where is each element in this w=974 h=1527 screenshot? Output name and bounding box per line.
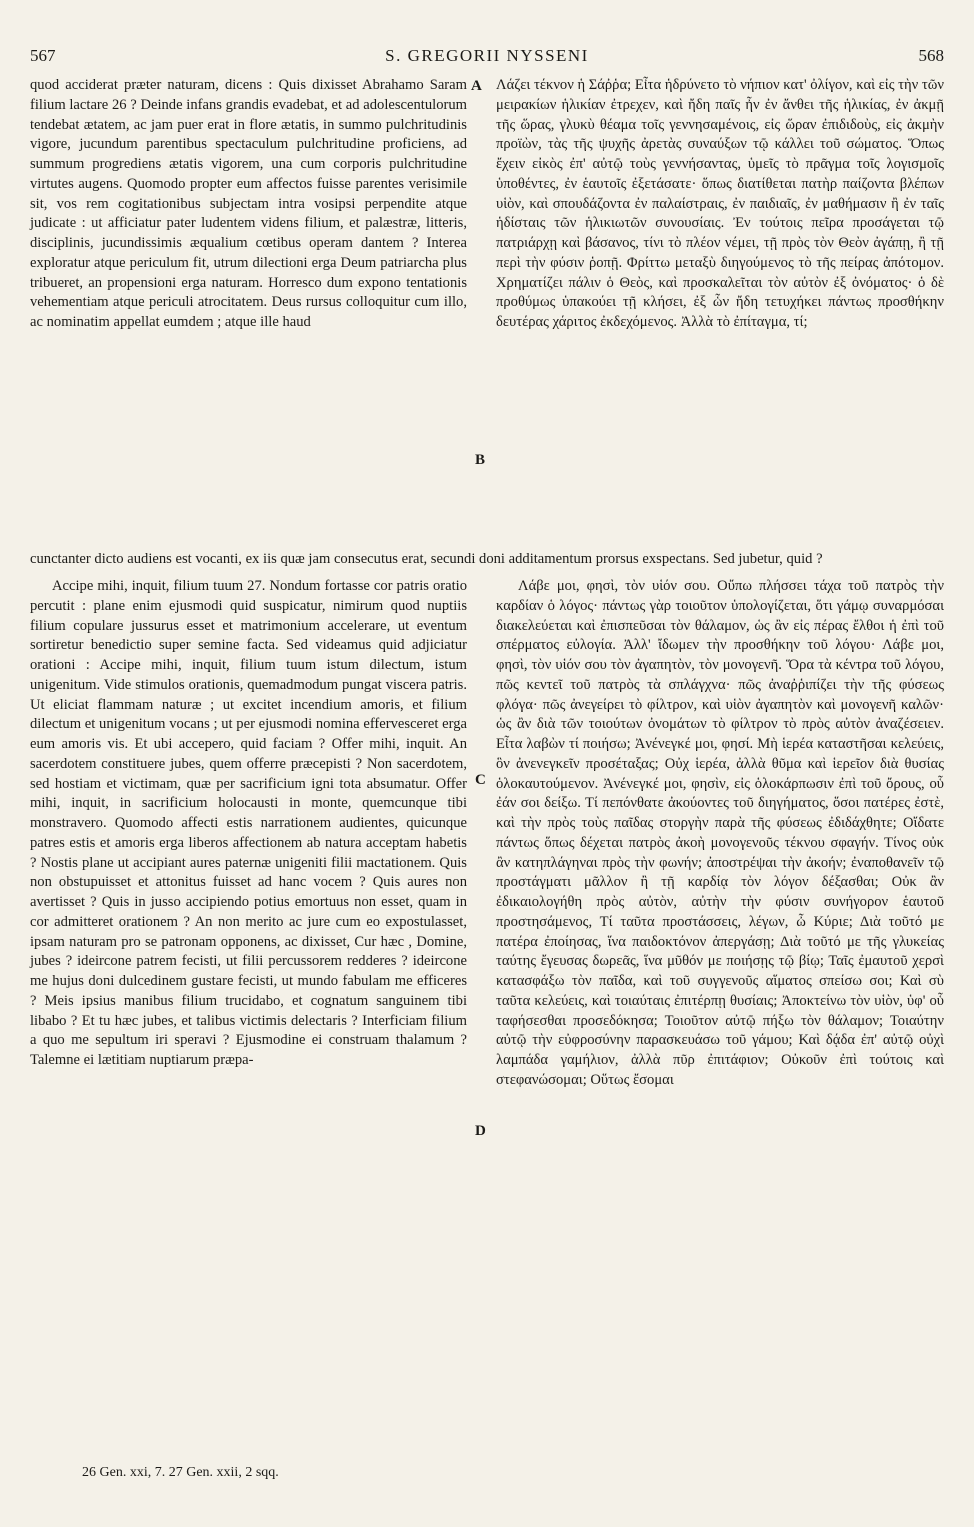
latin-text-top: quod acciderat præter naturam, dicens : Quis dixisset Abrahamo Saram filium lactare 26 ? Deinde infans grandis evadebat, et ad adolescentulorum tendebat ætatem, ac jam puer erat in flore ætatis, in summo pulchritudinis vigore, jucundum parentibus spectaculum pulchritudine proficiens, ad summum progrediens ætatis vigorem, una cum corporis pulchritudine virtutes augens. Quomodo propter eum affectos fuisse parentes verisimile sit, vos rem cogitationibus subjectam intra vosipsi perpendite atque judicate : ut afficiatur pater ludentem videns filium, et palæstræ, litteris, disciplinis, jucundissimis æqualium cœtibus operam dantem ? Interea exploratur atque periculum fit, utrum dilectioni erga Deum patriarcha plus tribueret, an propensioni erga naturam. Horresco dum expono tentationis vehementiam atque periculi atrocitatem. Deus rursus colloquitur cum illo, ac nominatim appellat eumdem ; atque ille haud — [30, 77, 467, 330]
page-number-left: 567 — [30, 46, 56, 65]
section-marker-b: B — [475, 452, 486, 468]
section-marker-a: A — [471, 78, 482, 94]
running-header — [30, 46, 944, 70]
latin-text-span: cunctanter dicto audiens est vocanti, ex iis quæ jam consecutus erat, secundi doni additamentum prorsus exspectans. Sed jubetur, quid ? — [30, 550, 823, 567]
greek-column-top — [496, 76, 944, 333]
latin-text-main: Accipe mihi, inquit, filium tuum 27. Nondum fortasse cor patris oratio percutit : plane enim ejusmodi quid suspicatur, nimirum quod nuptiis filium copulare jussurus esset et matrimonium accelerare, ut eventum sortiretur benedictio super semine facta. Sed videamus quid adjiciatur orationi : Accipe mihi, inquit, filium tuum istum dilectum, istum unigenitum. Vide stimulos orationis, quemadmodum pungat viscera patris. Ut eliciat flammam naturæ ; ut excitet incendium amoris, et filium dilectum et unigenitum vocans ; ut per ejusmodi nomina effervesceret erga eum amoris vis. Et ubi accepero, quid faciam ? Offer mihi, inquit. An sacerdotem constituere jubes, quem offerre præcepisti ? Non sacerdotem, sed hostiam et victimam, quæ per sacrificium igni tota absumatur. Offer mihi, inquit, in sacrificium holocausti in monte, quemcunque tibi monstravero. Quomodo affecti estis narrationem audientes, quicunque patres estis et amoris erga liberos affectionem ab natura acceptam habetis ? Nostis plane ut accipiant aures paternæ unigeniti filii mactationem. Quis non obstupuisset et attonitus fuisset ad hanc vocem ? Quis aures non avertisset ? Quis in jusso accipiendo potius emortuus non esset, quam in cor admitteret orationem ? An non merito ac jure cum eo expostulasset, ipsam naturam pro se patronam opponens, ac dixisset, Cur hæc , Domine, jubes ? ideircone patrem fecisti, ut filii percussorem redderes ? ideircone me hujus doni dulcedinem gustare fecisti, ut mundo fabulam me efficeres ? Meis ipsius manibus filium trucidabo, et cognatum sanguinem tibi libabo ? Et tu hæc jubes, et talibus victimis delectaris ? Interficiam filium a quo me sepultum iri speravi ? Ejusmodine ei construam thalamum ? Talemne ei lætitiam nuptiarum præpa- — [30, 578, 467, 1068]
greek-text-top: Λάζει τέκνον ἡ Σάῤῥα; Εἶτα ἡδρύνετο τὸ νήπιον κατ' ὀλίγον, καὶ εἰς τὴν τῶν μειρακίων ἡλικίαν ἐτρεχεν, καὶ ἤδη παῖς ἦν ἐν ἄνθει τῆς ἡλικίας, ἐν ἀκμῇ τῆς ὥρας, γλυκὺ θέαμα τοῖς γεννησαμένοις, εἰς ὥραν ἐπιδιδοὺς, εἰς ἀκμὴν προϊὼν, τὰς τῆς ψυχῆς ἀρετὰς συναύξων τῷ κάλλει τοῦ σώματος. Ὅπως ἔχειν εἰκὸς ἐπ' αὐτῷ τοὺς γεννήσαντας, ὑμεῖς τὸ πρᾶγμα τοῖς λογισμοῖς ὑποθέντες, ἐν ἑαυτοῖς ἐξετάσατε· ὅπως διατίθεται πατὴρ παίζοντα βλέπων υἱὸν, καὶ σπουδάζοντα ἐν παλαίστραις, ἐν παιδιαῖς, ἐν μαθήμασιν ἢ ἐν ταῖς ἡδίσταις τῶν ἡλικιωτῶν συνουσίαις. Ἐν τούτοις πεῖρα προσάγεται τῷ πατριάρχῃ καὶ βάσανος, τίνι τὸ πλέον νέμει, τῇ πρὸς τὸν Θεὸν ἀγάπῃ, ἢ τῇ περὶ τὴν φύσιν ῥοπῇ. Φρίττω μεταξὺ διηγούμενος τὸ τῆς πείρας ἀπότομον. Χρηματίζει πάλιν ὁ Θεὸς, καὶ προσκαλεῖται τὸν αὐτὸν ἐξ ὀνόματος· ὁ δὲ προθύμως ὑπακούει τῇ κλήσει, ἐξ ὧν ἤδη τετυχήκει πάντως προσθήκην δευτέρας χάριτος ἐκδεχόμενος. Ἀλλὰ τὸ ἐπίταγμα, τί; — [496, 77, 944, 330]
footnotes: 26 Gen. xxi, 7. 27 Gen. xxii, 2 sqq. — [82, 1465, 279, 1480]
section-marker-c: C — [475, 772, 486, 788]
latin-column-main — [30, 577, 467, 1071]
page-number-right: 568 — [918, 46, 944, 65]
greek-column-main — [496, 577, 944, 1091]
section-marker-d: D — [475, 1123, 486, 1139]
latin-column-top — [30, 76, 467, 333]
greek-text-main: Λάβε μοι, φησὶ, τὸν υἱόν σου. Οὔπω πλήσσει τάχα τοῦ πατρὸς τὴν καρδίαν ὁ λόγος· πάντως γὰρ τοιοῦτον ὑπολογίζεται, ὅτι γάμῳ συναρμόσαι διακελεύεται καὶ ἐπισπεῦσαι τὸν θάλαμον, ὡς ἂν εἰς πέρας ἔλθοι ἡ ἐπὶ τοῦ σπέρματος εὐλογία. Ἀλλ' ἴδωμεν τὴν προσθήκην τοῦ λόγου· Λάβε μοι, φησὶ, τὸν υἱόν σου τὸν ἀγαπητὸν, τὸν μονογενῆ. Ὅρα τὰ κέντρα τοῦ λόγου, πῶς κεντεῖ τοῦ πατρὸς τὰ σπλάγχνα· πῶς ἀναῤῥιπίζει τὴν τῆς φύσεως φλόγα· πῶς ἀνεγείρει τὸ φίλτρον, καὶ υἱὸν ἀγαπητὸν καὶ μονογενῆ καλῶν· ὡς ἂν διὰ τῶν τοιούτων ὀνομάτων τὸ φίλτρον τὸ πρὸς αὐτὸν ἀναζέσειεν. Εἶτα λαβὼν τί ποιήσω; Ἀνένεγκέ μοι, φησί. Μὴ ἱερέα καταστῆσαι κελεύεις, ὃν ἀνενεγκεῖν προσέταξας; Οὐχ ἱερέα, ἀλλὰ θῦμα καὶ ἱερεῖον διὰ θυσίας ὁλοκαυτούμενον. Ἀνένεγκέ μοι, φησὶν, εἰς ὁλοκάρπωσιν ἐπὶ τοῦ ὄρους, οὗ ἐάν σοι δείξω. Τί πεπόνθατε ἀκούοντες τοῦ διηγήματος, ὅσοι πατέρες ἐστὲ, καὶ τὴν πρὸς τοὺς παῖδας στοργὴν παρὰ τῆς φύσεως ἐδιδάχθητε; Οἴδατε πάντως ὅπως δέχεται πατρὸς ἀκοὴ μονογενοῦς τέκνου σφαγήν. Τίνος οὐκ ἂν κατηπλάγηναι πρὸς τὴν φωνήν; ἀποστρέψαι τὴν ἀκοήν; ἐναποθανεῖν τῷ προστάγματι μᾶλλον ἢ τῇ καρδίᾳ τὸν λόγον δέξασθαι; Οὐκ ἂν ἐδικαιολογήθη πρὸς αὐτὸν, αὐτὴν τὴν φύσιν συνήγορον ἑαυτοῦ προστησάμενος, Τί ταῦτα προστάσσεις, λέγων, ὦ Κύριε; Διὰ τοῦτό με πατέρα ἐποίησας, ἵνα παιδοκτόνον ἀπεργάσῃ; Διὰ τοῦτό με τῆς γλυκείας ταύτης ἔγευσας δωρεᾶς, ἵνα μῦθόν με ποιήσῃς τῷ βίῳ; Ταῖς ἐμαυτοῦ χερσὶ κατασφάξω τὸν παῖδα, καὶ τοῦ συγγενοῦς αἵματος σπείσω σοι; Καὶ σὺ ταῦτα κελεύεις, καὶ τοιαύταις ἐπιτέρπῃ θυσίαις; Ἀποκτείνω τὸν υἱὸν, ὑφ' οὗ ταφήσεσθαι προσεδόκησα; Τοιοῦτον αὐτῷ πήξω τὸν θάλαμον; Τοιαύτην αὐτῷ τὴν εὐφροσύνην παρασκευάσω τοῦ γάμου; Καὶ δᾴδα ἐπ' αὐτῷ οὐχὶ λαμπάδα γαμήλιον, ἀλλὰ πῦρ ἐπιτάφιον; Οὐκοῦν ἐπὶ τούτοις καὶ στεφανώσομαι; Οὕτως ἔσομαι — [496, 578, 944, 1088]
running-title: S. GREGORII NYSSENI — [385, 46, 589, 65]
